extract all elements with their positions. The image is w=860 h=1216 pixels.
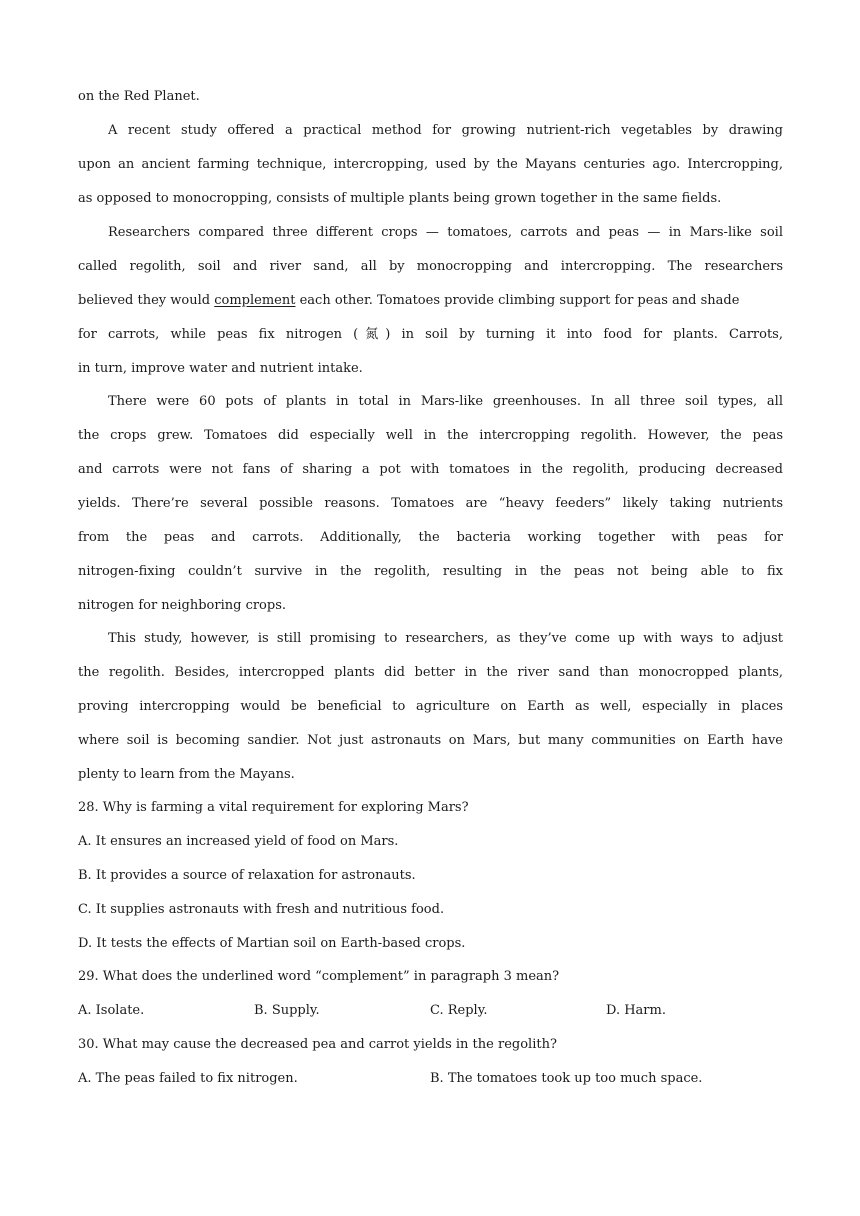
answer-option: A. Isolate. bbox=[78, 1003, 145, 1018]
answer-option: C. Reply. bbox=[430, 1003, 488, 1018]
passage-line: proving intercropping would be beneficial to agriculture on Earth as well, especially in places bbox=[78, 699, 783, 714]
passage-line: from the peas and carrots. Additionally, the bacteria working together with peas for bbox=[78, 530, 783, 545]
passage-line: A recent study offered a practical method for growing nutrient-rich vegetables by drawing bbox=[108, 123, 783, 138]
answer-option: D. It tests the effects of Martian soil on Earth-based crops. bbox=[78, 936, 466, 951]
passage-line: called regolith, soil and river sand, all by monocropping and intercropping. The researchers bbox=[78, 259, 783, 274]
answer-option: B. Supply. bbox=[254, 1003, 320, 1018]
answer-option: C. It supplies astronauts with fresh and nutritious food. bbox=[78, 902, 445, 917]
passage-line: upon an ancient farming technique, intercropping, used by the Mayans centuries ago. Intercropping, bbox=[78, 157, 783, 172]
question-stem: 29. What does the underlined word “complement” in paragraph 3 mean? bbox=[78, 969, 560, 984]
passage-line bbox=[78, 291, 783, 311]
passage-text: each other. Tomatoes provide climbing support for peas and shade bbox=[299, 293, 740, 308]
passage-line: as opposed to monocropping, consists of multiple plants being grown together in the same fields. bbox=[78, 191, 722, 206]
passage-line: for carrots, while peas fix nitrogen (氮) in soil by turning it into food for plants. Carrots, bbox=[78, 327, 783, 342]
passage-line: yields. There’re several possible reasons. Tomatoes are “heavy feeders” likely taking nutrients bbox=[78, 496, 783, 511]
passage-text: believed they would bbox=[78, 293, 211, 308]
passage-line: Researchers compared three different crops — tomatoes, carrots and peas — in Mars-like soil bbox=[108, 225, 783, 240]
passage-line: in turn, improve water and nutrient intake. bbox=[78, 361, 363, 376]
passage-line: This study, however, is still promising to researchers, as they’ve come up with ways to adjust bbox=[108, 631, 783, 646]
answer-option: B. It provides a source of relaxation for astronauts. bbox=[78, 868, 416, 883]
question-stem: 28. Why is farming a vital requirement for exploring Mars? bbox=[78, 800, 469, 815]
passage-line: plenty to learn from the Mayans. bbox=[78, 767, 295, 782]
passage-line: the crops grew. Tomatoes did especially well in the intercropping regolith. However, the peas bbox=[78, 428, 783, 443]
passage-line: the regolith. Besides, intercropped plants did better in the river sand than monocropped plants, bbox=[78, 665, 783, 680]
passage-line: on the Red Planet. bbox=[78, 89, 200, 104]
answer-option: D. Harm. bbox=[606, 1003, 666, 1018]
passage-line: where soil is becoming sandier. Not just astronauts on Mars, but many communities on Earth have bbox=[78, 733, 783, 748]
answer-option: B. The tomatoes took up too much space. bbox=[430, 1071, 703, 1086]
question-stem: 30. What may cause the decreased pea and carrot yields in the regolith? bbox=[78, 1037, 557, 1052]
passage-line: and carrots were not fans of sharing a pot with tomatoes in the regolith, producing decreased bbox=[78, 462, 783, 477]
passage-line: There were 60 pots of plants in total in Mars-like greenhouses. In all three soil types, all bbox=[108, 394, 783, 409]
answer-option: A. It ensures an increased yield of food on Mars. bbox=[78, 834, 399, 849]
passage-line: nitrogen-fixing couldn’t survive in the regolith, resulting in the peas not being able to fix bbox=[78, 564, 783, 579]
passage-line: nitrogen for neighboring crops. bbox=[78, 598, 287, 613]
answer-option: A. The peas failed to fix nitrogen. bbox=[78, 1071, 298, 1086]
underlined-word: complement bbox=[214, 293, 296, 308]
